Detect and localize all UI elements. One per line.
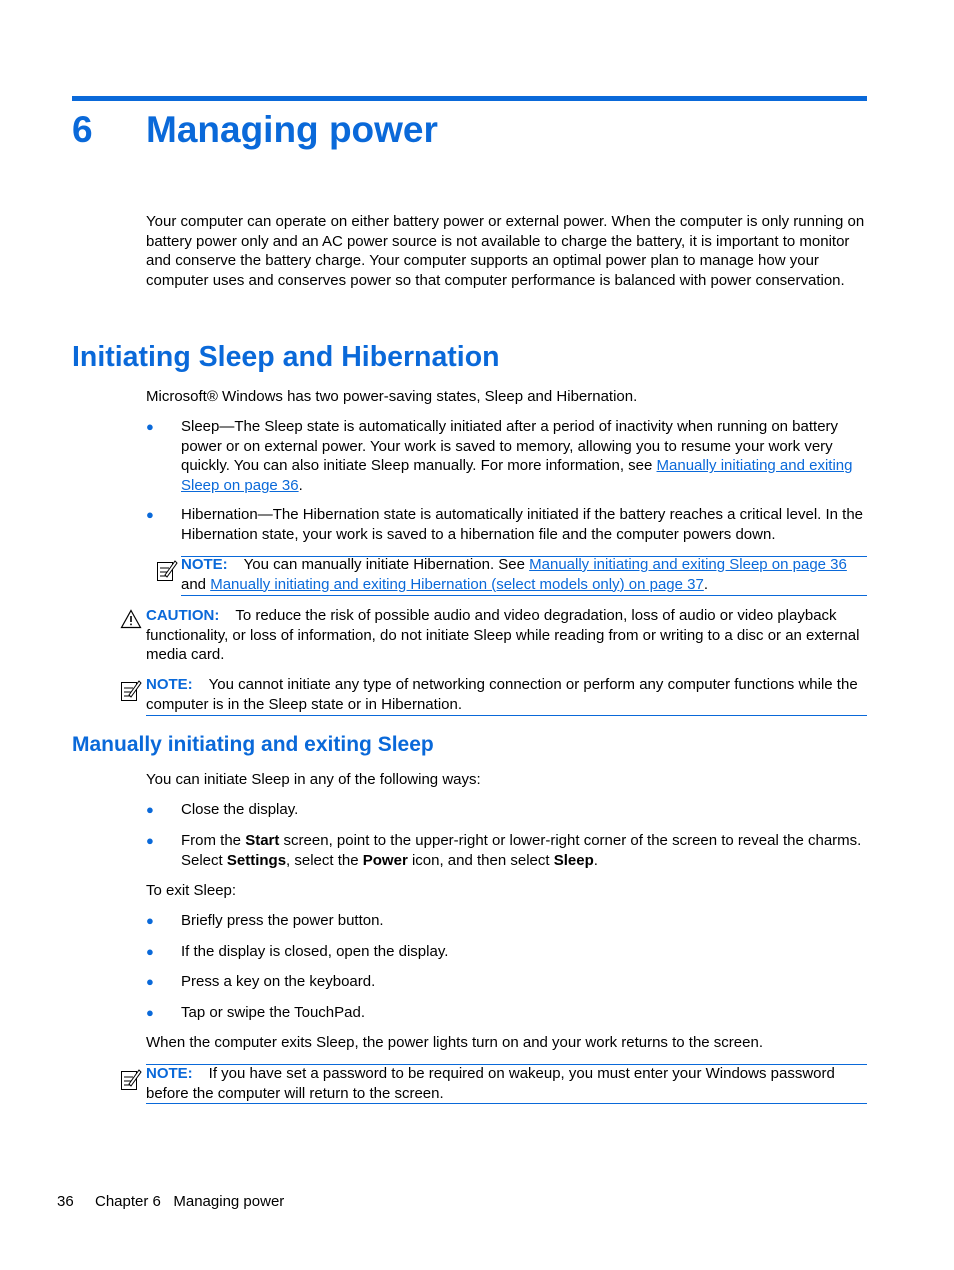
- note2-text: [146, 675, 871, 714]
- charms-bold-start: Start: [245, 832, 280, 849]
- note2-bottom-rule: [146, 715, 867, 716]
- note1-body: You can manually initiate Hibernation. See: [243, 556, 530, 573]
- link-manually-hibernation[interactable]: Manually initiating and exiting Hibernation (select models only) on page 37: [210, 575, 704, 593]
- link-manually-sleep[interactable]: Manually initiating and exiting Sleep on page 36: [181, 457, 853, 494]
- link-manually-sleep-note[interactable]: Manually initiating and exiting Sleep on page 36: [529, 556, 847, 573]
- section-heading-manually-sleep: Manually initiating and exiting Sleep: [72, 733, 434, 756]
- bullet-dot: ●: [146, 1005, 154, 1020]
- section2-intro: You can initiate Sleep in any of the following ways:: [146, 771, 481, 788]
- bullet-dot: ●: [146, 833, 154, 848]
- exit-result: When the computer exits Sleep, the power lights turn on and your work returns to the screen.: [146, 1034, 763, 1051]
- intro-paragraph: Your computer can operate on either battery power or external power. When the computer is only running on battery power only and an AC power source is not available to charge the battery, it is important to monitor and conserve the battery charge. Your computer supports an optimal power plan to manage how your computer uses and conserves power so that computer performance is balanced with power conservation.: [146, 213, 865, 289]
- chapter-title: Managing power: [146, 109, 438, 150]
- section-heading-sleep-hibernation: Initiating Sleep and Hibernation: [72, 341, 500, 373]
- bullet-dot: ●: [146, 802, 154, 817]
- note-label: NOTE:: [181, 556, 228, 573]
- page-number: 36: [57, 1193, 74, 1210]
- note-label: NOTE:: [146, 1065, 193, 1082]
- note3-body: If you have set a password to be required on wakeup, you must enter your Windows password before the computer will return to the screen.: [146, 1065, 835, 1102]
- section1-intro: Microsoft® Windows has two power-saving states, Sleep and Hibernation.: [146, 388, 638, 405]
- note1-after: .: [703, 575, 708, 593]
- bullet-dot: ●: [146, 913, 154, 928]
- chapter-number: 6: [72, 109, 93, 150]
- note1-mid: and: [181, 575, 211, 593]
- bullet-dot: ●: [146, 974, 154, 989]
- note3-text: [146, 1064, 871, 1103]
- bullet-dot: ●: [146, 944, 154, 959]
- caution-text: To reduce the risk of possible audio and video degradation, loss of audio or video playback functionality, or loss of information, do not initiate Sleep while reading from or writing to a disc or an external media card.: [146, 607, 860, 664]
- exit-intro: To exit Sleep:: [146, 882, 237, 899]
- bullet-dot: ●: [146, 507, 154, 522]
- sleep-item-after: .: [298, 476, 303, 494]
- charms-bold-settings: Settings: [226, 851, 287, 869]
- chapter-rule: [72, 96, 867, 101]
- list-item-exit: Press a key on the keyboard.: [181, 973, 376, 990]
- note-icon: [120, 678, 142, 702]
- list-item-close-display: Close the display.: [181, 801, 299, 818]
- caution-box: [146, 606, 871, 665]
- note1-text: [181, 555, 871, 594]
- note-icon: [156, 558, 178, 582]
- charms-bold-power: Power: [362, 851, 408, 869]
- sleep-item-text: Sleep—The Sleep state is automatically initiated after a period of inactivity when running on battery power or on external power. Your work is saved to memory, allowing you to resume your work very quickly. You can also initiate Sleep manually. For more information, see: [181, 418, 839, 475]
- caution-label: CAUTION:: [146, 607, 220, 624]
- bullet-dot: ●: [146, 419, 154, 434]
- list-item-sleep: [181, 417, 869, 495]
- charms-text-2: screen, point to the upper-right or lower-right corner of the screen to reveal the charms. Select: [181, 832, 862, 869]
- note-icon: [120, 1067, 142, 1091]
- charms-text-1: From the: [181, 832, 246, 849]
- caution-icon: [120, 609, 142, 629]
- footer-chapter: Chapter 6 Managing power: [95, 1193, 285, 1210]
- list-item-charms: [181, 831, 869, 870]
- note3-bottom-rule: [146, 1103, 867, 1104]
- note1-bottom-rule: [181, 595, 867, 596]
- note-label: NOTE:: [146, 676, 193, 693]
- charms-text-3: , select the: [286, 851, 363, 869]
- charms-text-5: .: [593, 851, 598, 869]
- charms-bold-sleep: Sleep: [553, 851, 594, 869]
- list-item-exit: If the display is closed, open the display.: [181, 943, 449, 960]
- list-item-hibernation: Hibernation—The Hibernation state is automatically initiated if the battery reaches a critical level. In the Hibernation state, your work is saved to a hibernation file and the computer powers down.: [181, 506, 864, 543]
- list-item-exit: Briefly press the power button.: [181, 912, 384, 929]
- note2-body: You cannot initiate any type of networking connection or perform any computer functions while the computer is in the Sleep state or in Hibernation.: [146, 676, 858, 713]
- list-item-exit: Tap or swipe the TouchPad.: [181, 1004, 366, 1021]
- charms-text-4: icon, and then select: [407, 851, 554, 869]
